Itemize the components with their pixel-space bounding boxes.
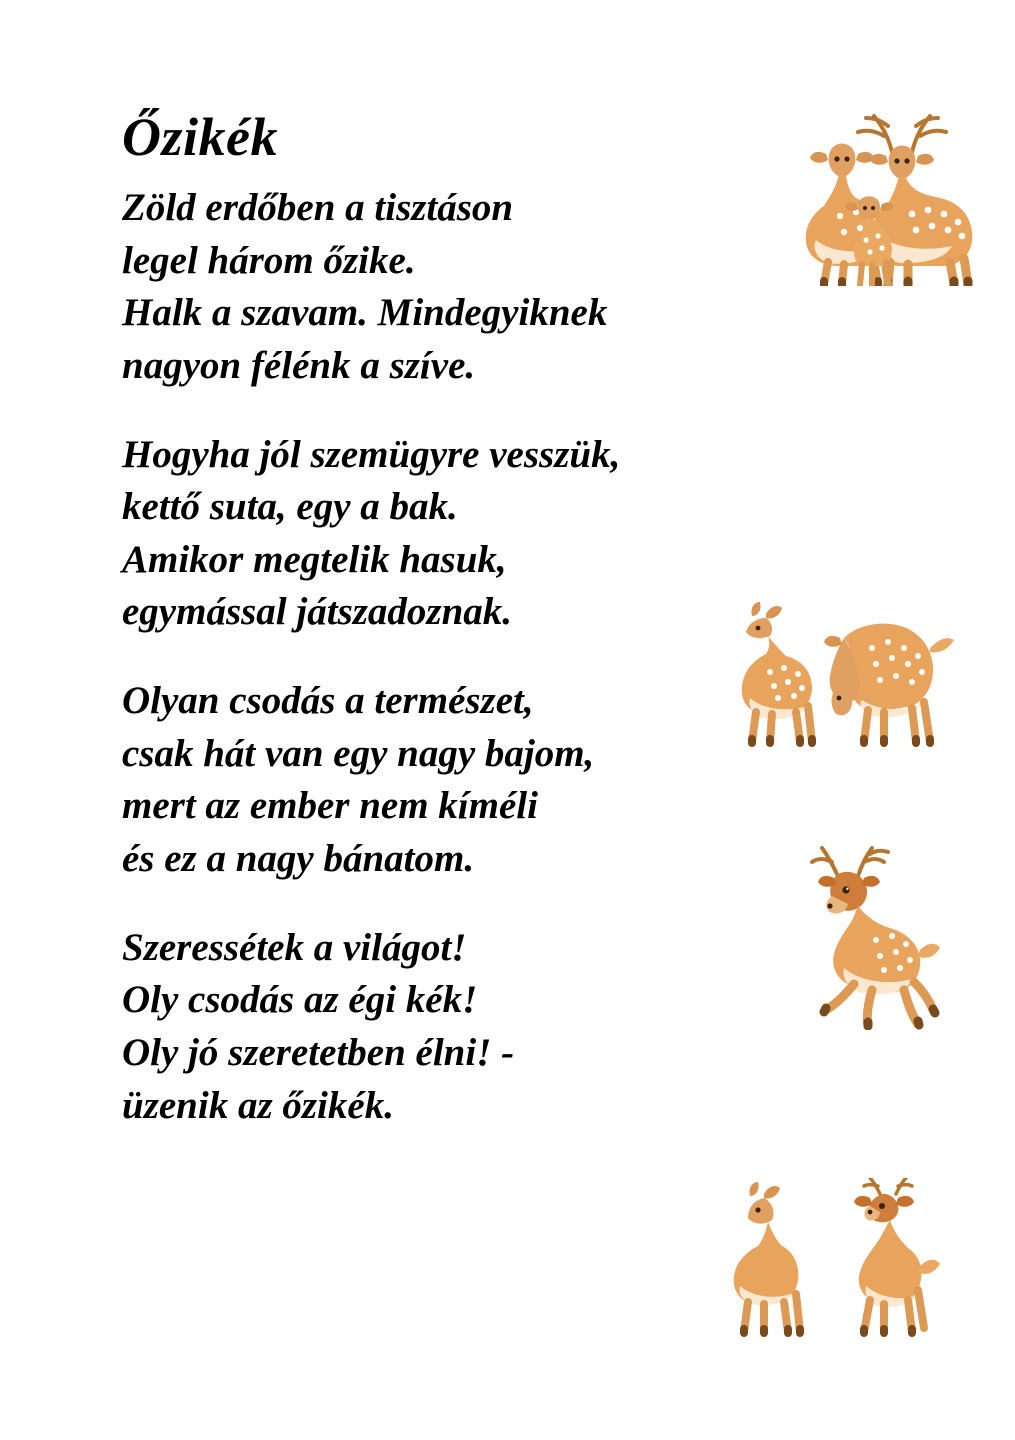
poem-line: legel három őzike.: [122, 238, 416, 282]
poem-line: csak hát van egy nagy bajom,: [122, 731, 595, 775]
deer-grazing-shape: [824, 624, 954, 743]
leaping-deer-shape: [812, 848, 940, 1026]
poem-line: mert az ember nem kíméli: [122, 784, 538, 828]
poem-line: Oly jó szeretetben élni! -: [122, 1030, 515, 1074]
poem-line: nagyon félénk a szíve.: [122, 343, 476, 387]
page-title: Őzikék: [122, 107, 278, 168]
poem-line: üzenik az őzikék.: [122, 1083, 394, 1127]
leaping-deer-illustration: [792, 840, 942, 1030]
fawn-left-shape: [734, 1182, 800, 1333]
stanza-3: [122, 675, 822, 886]
poem-line: Amikor megtelik hasuk,: [122, 537, 507, 581]
stanza-2: [122, 429, 822, 640]
two-fawns-illustration: [720, 1178, 950, 1338]
poem-line: és ez a nagy bánatom.: [122, 837, 475, 881]
poem-line: Halk a szavam. Mindegyiknek: [122, 291, 608, 335]
poem-line: Zöld erdőben a tisztáson: [122, 186, 514, 229]
deer-standing-shape: [742, 602, 812, 743]
poem-line: Olyan csodás a természet,: [122, 679, 534, 723]
poem-line: Hogyha jól szemügyre vesszük,: [122, 432, 621, 476]
poem-line: Oly csodás az égi kék!: [122, 978, 478, 1022]
poem-line: egymással játszadoznak.: [122, 590, 513, 634]
poem-line: kettő suta, egy a bak.: [122, 485, 458, 529]
poem-line: Szeressétek a világot!: [122, 925, 467, 969]
deer-pair-illustration: [726, 592, 966, 747]
poem-body: [122, 182, 822, 1132]
fawn-right-shape: [854, 1178, 940, 1333]
deer-family-illustration: [716, 96, 986, 286]
stanza-4: [122, 922, 822, 1133]
